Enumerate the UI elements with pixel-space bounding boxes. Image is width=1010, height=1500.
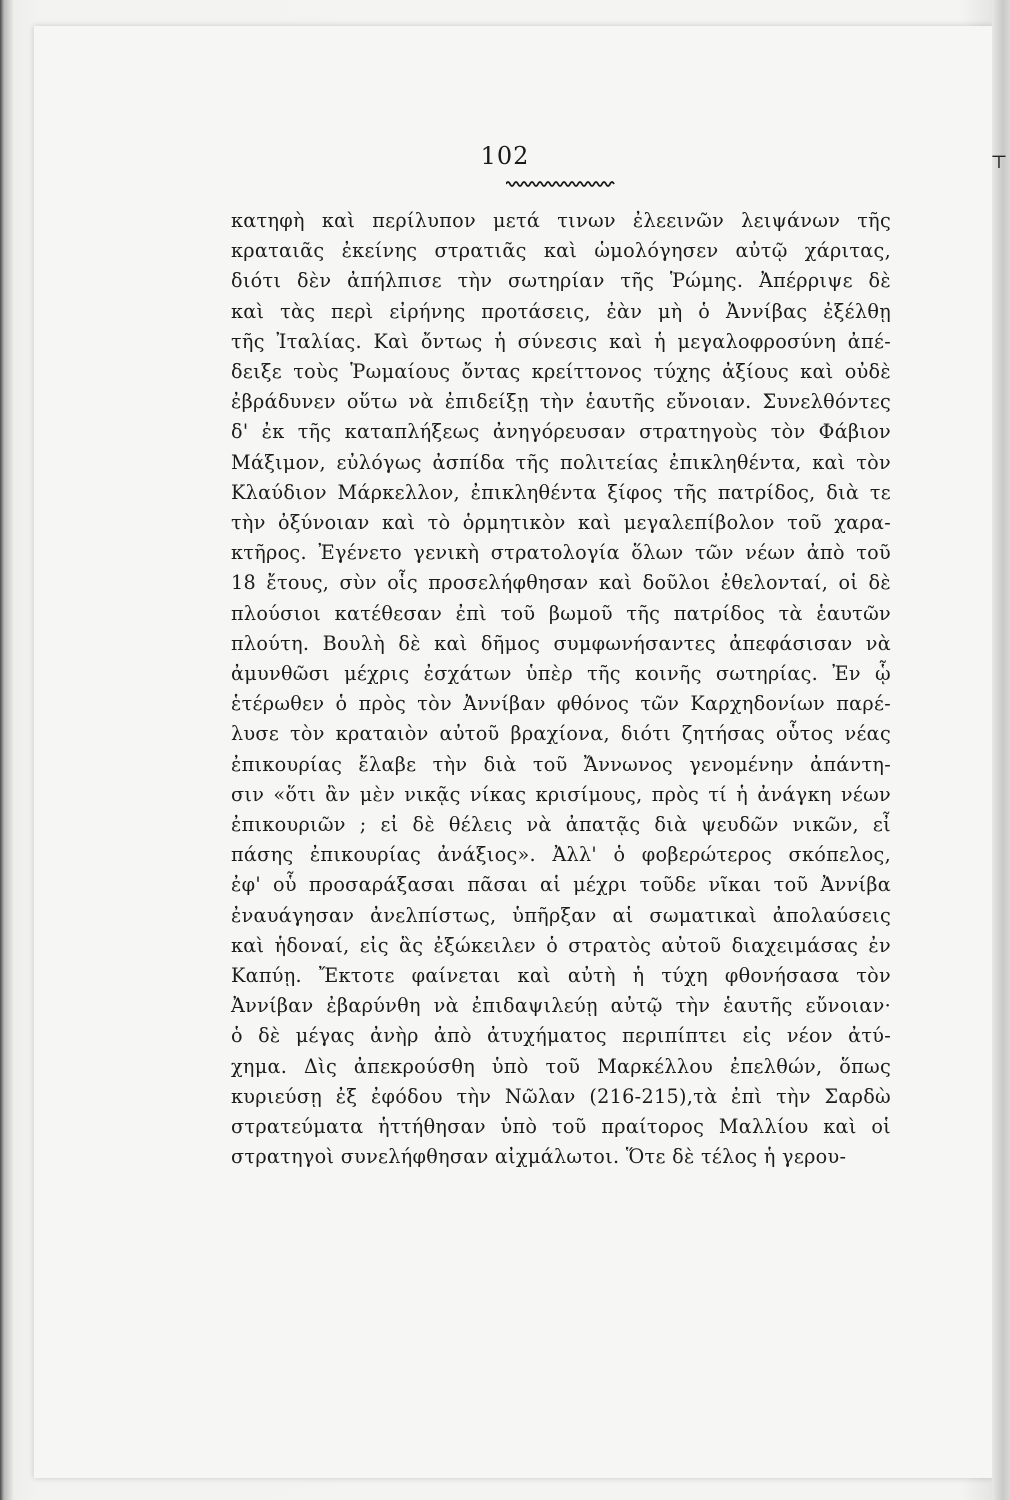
text-line: Ἀννίβαν ἐβαρύνθη νὰ ἐπιδαψιλεύῃ αὐτῷ τὴν ἑαυτῆς εὔνοιαν· bbox=[231, 994, 891, 1018]
text-line: χημα. Δὶς ἀπεκρούσθη ὑπὸ τοῦ Μαρκέλλου ἐπελθών, ὅπως bbox=[231, 1054, 891, 1078]
page-number: 102 bbox=[480, 142, 530, 170]
text-line: ἐναυάγησαν ἀνελπίστως, ὑπῆρξαν αἱ σωματικαὶ ἀπολαύσεις bbox=[231, 903, 891, 927]
text-line: πλούσιοι κατέθεσαν ἐπὶ τοῦ βωμοῦ τῆς πατρίδος τὰ ἑαυτῶν bbox=[231, 601, 891, 625]
text-line: δειξε τοὺς Ῥωμαίους ὄντας κρείττονος τύχης ἀξίους καὶ οὐδὲ bbox=[231, 360, 891, 384]
text-line: ἐβράδυνεν οὕτω νὰ ἐπιδείξῃ τὴν ἑαυτῆς εὔνοιαν. Συνελθόντες bbox=[231, 390, 891, 414]
text-line: ἐπικουρίας ἔλαβε τὴν διὰ τοῦ Ἄννωνος γενομένην ἀπάντη- bbox=[231, 752, 891, 776]
text-line: λυσε τὸν κραταιὸν αὐτοῦ βραχίονα, διότι ζητήσας οὗτος νέας bbox=[231, 722, 891, 746]
text-line: Καπύῃ. Ἔκτοτε φαίνεται καὶ αὐτὴ ἡ τύχη φθονήσασα τὸν bbox=[231, 964, 891, 988]
text-line: ὁ δὲ μέγας ἀνὴρ ἀπὸ ἀτυχήματος περιπίπτει εἰς νέον ἀτύ- bbox=[231, 1024, 891, 1048]
text-line: διότι δὲν ἀπήλπισε τὴν σωτηρίαν τῆς Ῥώμης. Ἀπέρριψε δὲ bbox=[231, 269, 891, 293]
text-line: πάσης ἐπικουρίας ἀνάξιος». Ἀλλ' ὁ φοβερώτερος σκόπελος, bbox=[231, 843, 891, 867]
decorative-wavy-rule bbox=[506, 180, 616, 188]
body-text bbox=[231, 206, 891, 1173]
text-line: ἑτέρωθεν ὁ πρὸς τὸν Ἀννίβαν φθόνος τῶν Καρχηδονίων παρέ- bbox=[231, 692, 891, 716]
text-line: κυριεύσῃ ἐξ ἐφόδου τὴν Νῶλαν (216-215),τὰ ἐπὶ τὴν Σαρδὼ bbox=[231, 1084, 891, 1108]
text-line: τὴν ὀξύνοιαν καὶ τὸ ὁρμητικὸν καὶ μεγαλεπίβολον τοῦ χαρα- bbox=[231, 511, 891, 535]
text-line: ἀμυνθῶσι μέχρις ἐσχάτων ὑπὲρ τῆς κοινῆς σωτηρίας. Ἐν ᾧ bbox=[231, 662, 891, 686]
text-line: στρατηγοὶ συνελήφθησαν αἰχμάλωτοι. Ὅτε δὲ τέλος ἡ γερου- bbox=[231, 1145, 847, 1169]
text-line: κτῆρος. Ἐγένετο γενικὴ στρατολογία ὅλων τῶν νέων ἀπὸ τοῦ bbox=[231, 541, 891, 565]
text-line: καὶ τὰς περὶ εἰρήνης προτάσεις, ἐὰν μὴ ὁ Ἀννίβας ἐξέλθῃ bbox=[231, 299, 891, 323]
text-line: κραταιᾶς ἐκείνης στρατιᾶς καὶ ὡμολόγησεν αὐτῷ χάριτας, bbox=[231, 239, 891, 263]
text-line: κατηφὴ καὶ περίλυπον μετά τινων ἐλεεινῶν λειψάνων τῆς bbox=[231, 209, 891, 232]
text-line: Κλαύδιον Μάρκελλον, ἐπικληθέντα ξίφος τῆς πατρίδος, διὰ τε bbox=[231, 480, 891, 504]
text-line: πλούτη. Βουλὴ δὲ καὶ δῆμος συμφωνήσαντες ἀπεφάσισαν νὰ bbox=[231, 631, 891, 655]
text-line: ἐπικουριῶν ; εἰ δὲ θέλεις νὰ ἀπατᾷς διὰ ψευδῶν νικῶν, εἶ bbox=[231, 813, 891, 837]
text-line: σιν «ὅτι ἂν μὲν νικᾷς νίκας κρισίμους, πρὸς τί ἡ ἀνάγκη νέων bbox=[231, 782, 891, 806]
text-line: καὶ ἡδοναί, εἰς ἃς ἐξώκειλεν ὁ στρατὸς αὐτοῦ διαχειμάσας ἐν bbox=[231, 933, 891, 957]
text-line: Μάξιμον, εὐλόγως ἀσπίδα τῆς πολιτείας ἐπικληθέντα, καὶ τὸν bbox=[231, 450, 891, 474]
text-line: στρατεύματα ἡττήθησαν ὑπὸ τοῦ πραίτορος Μαλλίου καὶ οἱ bbox=[231, 1115, 891, 1139]
page-corner-mark: ⊤ bbox=[990, 152, 1008, 173]
text-line: τῆς Ἰταλίας. Καὶ ὄντως ἡ σύνεσις καὶ ἡ μεγαλοφροσύνη ἀπέ- bbox=[231, 329, 891, 353]
text-line: δ' ἐκ τῆς καταπλήξεως ἀνηγόρευσαν στρατηγοὺς τὸν Φάβιον bbox=[231, 420, 891, 444]
text-line: 18 ἔτους, σὺν οἷς προσελήφθησαν καὶ δοῦλοι ἐθελονταί, οἱ δὲ bbox=[231, 571, 891, 595]
page-edge bbox=[992, 0, 1010, 1500]
text-line: ἐφ' οὗ προσαράξασαι πᾶσαι αἱ μέχρι τοῦδε νῖκαι τοῦ Ἀννίβα bbox=[231, 873, 891, 897]
